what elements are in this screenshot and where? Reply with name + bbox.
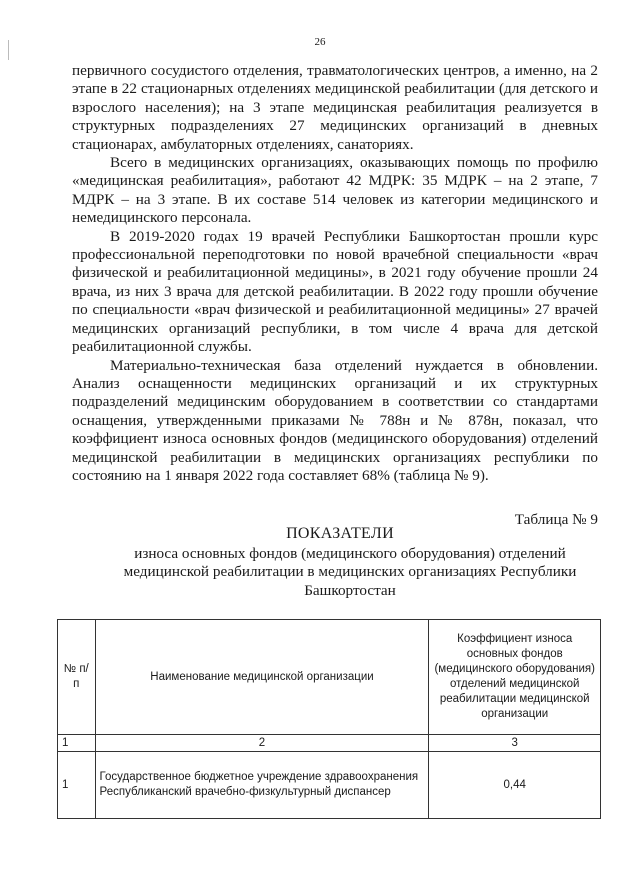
header-num: № п/п	[58, 620, 96, 735]
table-row	[58, 752, 601, 819]
wear-table	[57, 619, 601, 819]
table-subtitle: износа основных фондов (медицинского оборудования) отделений медицинской реабилитации в медицинских организациях Республики Башкортостан	[123, 545, 577, 599]
paragraph-2: Всего в медицинских организациях, оказывающих помощь по профилю «медицинская реабилитация», работают 42 МДРК: 35 МДРК – на 2 этапе, 7 МДРК – на 3 этапе. В их составе 514 человек из категории медицинского и немедицинского персонала.	[72, 154, 598, 227]
table-label: Таблица № 9	[514, 511, 598, 528]
row-org-name: Государственное бюджетное учреждение здравоохранения Республиканский врачебно-физкультурный диспансер	[95, 752, 429, 819]
paragraph-3: В 2019-2020 годах 19 врачей Республики Башкортостан прошли курс профессиональной переподготовки по новой врачебной специальности «врач физической и реабилитационной медицины», в 2021 году обучение прошли 24 врача, из них 3 врача для детской реабилитации. В 2022 году прошли обучение по специальности «врач физической и реабилитационной медицины» 27 врачей медицинских организаций республики, в том числе 4 врача для детской реабилитационной службы.	[72, 227, 598, 356]
column-index-1: 1	[58, 735, 96, 752]
row-coef: 0,44	[429, 752, 601, 819]
column-index-3: 3	[429, 735, 601, 752]
header-coef: Коэффициент износа основных фондов (медицинского оборудования) отделений медицинской реабилитации медицинской организации	[429, 620, 601, 735]
header-name: Наименование медицинской организации	[95, 620, 429, 735]
paragraph-4: Материально-техническая база отделений нуждается в обновлении. Анализ оснащенности медицинских организаций и их структурных подразделений медицинским оборудованием в соответствии со стандартами оснащения, утвержденными приказами № 788н и № 878н, показал, что коэффициент износа основных фондов (медицинского оборудования) отделений медицинской реабилитации в медицинских организациях республики по состоянию на 1 января 2022 года составляет 68% (таблица № 9).	[72, 356, 598, 484]
body-text	[72, 62, 598, 485]
column-index-row	[58, 735, 601, 752]
paragraph-1: первичного сосудистого отделения, травматологических центров, а именно, на 2 этапе в 22 стационарных отделениях медицинской реабилитации (для детского и взрослого населения); на 3 этапе медицинская реабилитация реализуется в структурных подразделениях 27 медицинских организаций в дневных стационарах, амбулаторных отделениях, санаториях.	[72, 62, 598, 153]
row-num: 1	[58, 752, 96, 819]
column-index-2: 2	[95, 735, 429, 752]
table-header-row	[58, 620, 601, 735]
page-number: 26	[314, 36, 326, 48]
table-title: ПОКАЗАТЕЛИ	[286, 525, 394, 542]
